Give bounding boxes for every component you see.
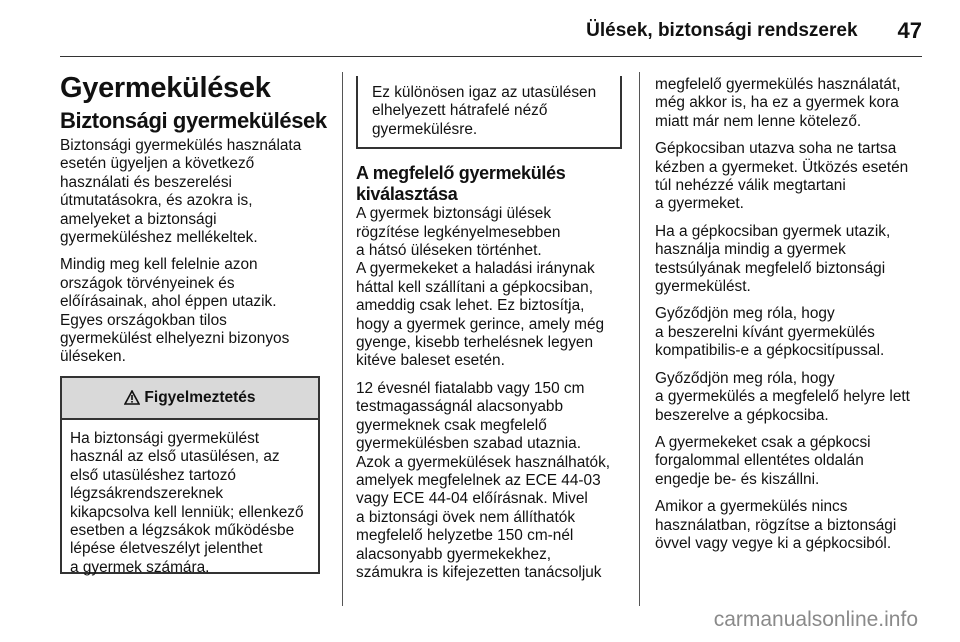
column-3 [655,76,923,562]
note-box: Ez különösen igaz az utasülésen elhelyezett hátrafelé néző gyermekülésre. [356,76,622,149]
paragraph: Ha a gépkocsiban gyermek utazik, használja mindig a gyermek testsúlyának megfelelő biztonsági gyermekülést. [655,222,891,296]
paragraph: 12 évesnél fiatalabb vagy 150 cm testmagasságnál alacsonyabb gyermeknek csak megfelelő gyermekülésben szabad utaznia. Azok a gyermekülések használhatók, amelyek megfelelnek az ECE 44-03 vagy ECE 44-04 előírásnak. Mivel a biztonsági övek nem állíthatók megfelelő helyzetbe 150 cm-nél alacsonyabb gyermekekhez, számukra is kifejezetten tanácsoljuk [356,379,611,581]
page-number: 47 [897,18,922,43]
warning-text: Ha biztonsági gyermekülést használ az első utasülésen, az első utasüléshez tartozó légzsákrendszereknek kikapcsolva kell lenniük; ellenkező esetben a légzsákok működésbe lépése életveszélyt jelenthet a gyermek számára. [70,429,304,576]
warning-title: Figyelmeztetés [144,388,256,406]
paragraph: Amikor a gyermekülés nincs használatban, rögzítse a biztonsági övvel vagy vegye ki a gépkocsiból. [655,498,897,552]
section-heading: Biztonsági gyermekülések [60,108,327,133]
warning-triangle-icon [124,390,140,405]
paragraph: Mindig meg kell felelnie azon országok törvényeinek és előírásainak, ahol éppen utazik. Egyes országokban tilos gyermekülést elhelyezni bizonyos üléseken. [60,256,290,366]
paragraph: Biztonsági gyermekülés használata esetén ügyeljen a következő használati és beszerelési útmutatásokra, és azokra is, amelyeket a biztonsági gyermeküléshez mellékeltek. [60,137,302,247]
paragraph: megfelelő gyermekülés használatát, még akkor is, ha ez a gyermek kora miatt már nem lenne kötelező. [655,76,901,130]
subsection-heading: A megfelelő gyermekülés kiválasztása [356,163,566,205]
watermark: carmanualsonline.info [713,608,918,631]
paragraph: Győződjön meg róla, hogy a beszerelni kívánt gyermekülés kompatibilis-e a gépkocsitípussal. [655,305,885,360]
page-header [586,16,922,46]
chapter-heading: Gyermekülések [60,72,271,104]
column-divider-1 [342,72,343,606]
paragraph: A gyermekeket csak a gépkocsi forgalommal ellentétes oldalán engedje be- és kiszállni. [655,433,871,488]
paragraph: Győződjön meg róla, hogy a gyermekülés a megfelelő helyre lett beszerelve a gépkocsiba. [655,369,910,424]
warning-box [60,376,320,574]
warning-header [62,378,318,420]
header-rule [60,56,922,57]
paragraph: Gépkocsiban utazva soha ne tartsa kézben a gyermeket. Ütközés esetén túl nehézzé válik megtartani a gyermeket. [655,140,909,213]
column-divider-2 [639,72,640,606]
section-title: Ülések, biztonsági rendszerek [586,20,858,41]
column-2 [356,76,628,591]
paragraph: A gyermek biztonsági ülések rögzítése legkényelmesebben a hátsó üléseken történhet. A gyermekeket a haladási iránynak háttal kell szállítani a gépkocsiban, ameddig csak lehet. Ez biztosítja, hogy a gyermek gerince, amely még gyenge, kisebb terhelésnek legyen kitéve baleset esetén. [356,205,605,370]
column-1 [60,72,328,574]
